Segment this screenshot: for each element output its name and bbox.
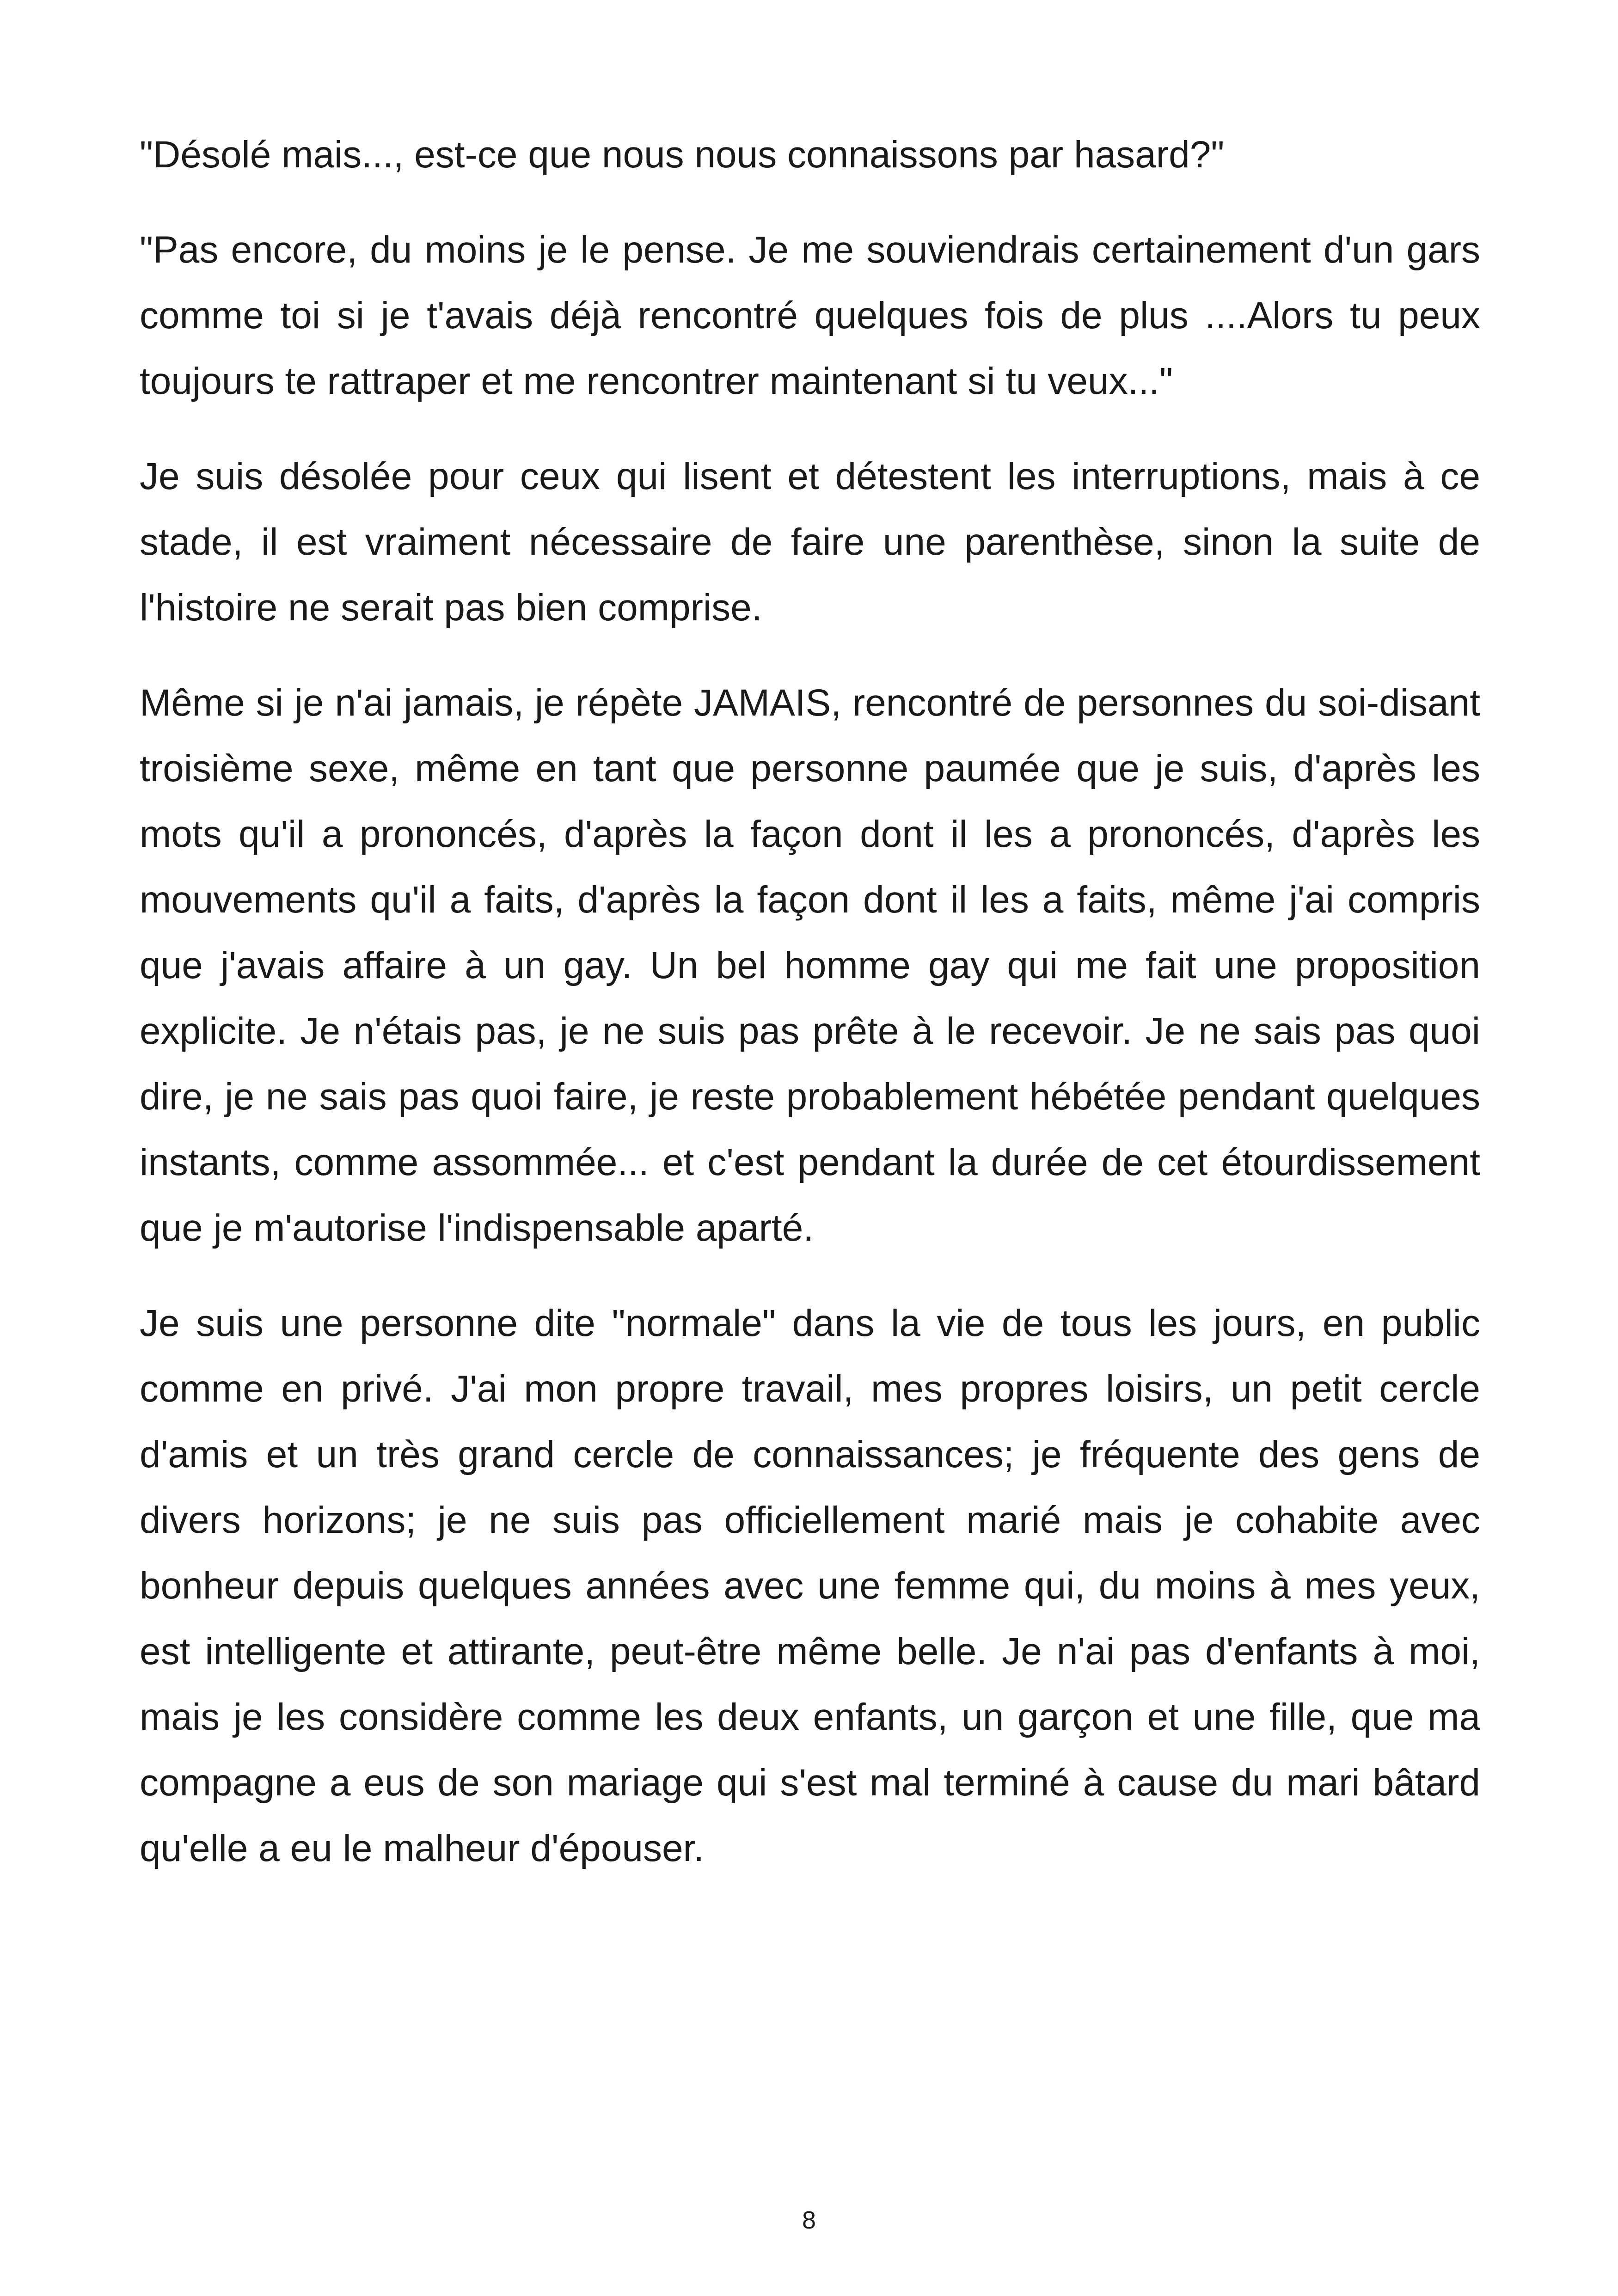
body-text [140,122,1480,1911]
paragraph-1: "Désolé mais..., est-ce que nous nous connaissons par hasard?" [140,134,1225,176]
paragraph-2: "Pas encore, du moins je le pense. Je me souviendrais certainement d'un gars comme toi si je t'avais déjà rencontré quelques fois de plus ....Alors tu peux toujours te rattraper et me rencontrer maintenant si tu veux..." [140,229,1480,402]
paragraph-3: Je suis désolée pour ceux qui lisent et détestent les interruptions, mais à ce stade, il est vraiment nécessaire de faire une parenthèse, sinon la suite de l'histoire ne serait pas bien comprise. [140,455,1480,629]
paragraph-4: Même si je n'ai jamais, je répète JAMAIS, rencontré de personnes du soi-disant troisième sexe, même en tant que personne paumée que je suis, d'après les mots qu'il a prononcés, d'après la façon dont il les a prononcés, d'après les mouvements qu'il a faits, d'après la façon dont il les a faits, même j'ai compris que j'avais affaire à un gay. Un bel homme gay qui me fait une proposition explicite. Je n'étais pas, je ne suis pas prête à le recevoir. Je ne sais pas quoi dire, je ne sais pas quoi faire, je reste probablement hébétée pendant quelques instants, comme assommée... et c'est pendant la durée de cet étourdissement que je m'autorise l'indispensable aparté. [140,682,1480,1249]
paragraph-5: Je suis une personne dite "normale" dans la vie de tous les jours, en public comme en privé. J'ai mon propre travail, mes propres loisirs, un petit cercle d'amis et un très grand cercle de connaissances; je fréquente des gens de divers horizons; je ne suis pas officiellement marié mais je cohabite avec bonheur depuis quelques années avec une femme qui, du moins à mes yeux, est intelligente et attirante, peut-être même belle. Je n'ai pas d'enfants à moi, mais je les considère comme les deux enfants, un garçon et une fille, que ma compagne a eus de son mariage qui s'est mal terminé à cause du mari bâtard qu'elle a eu le malheur d'épouser. [140,1302,1480,1869]
page-number: 8 [802,2206,816,2234]
